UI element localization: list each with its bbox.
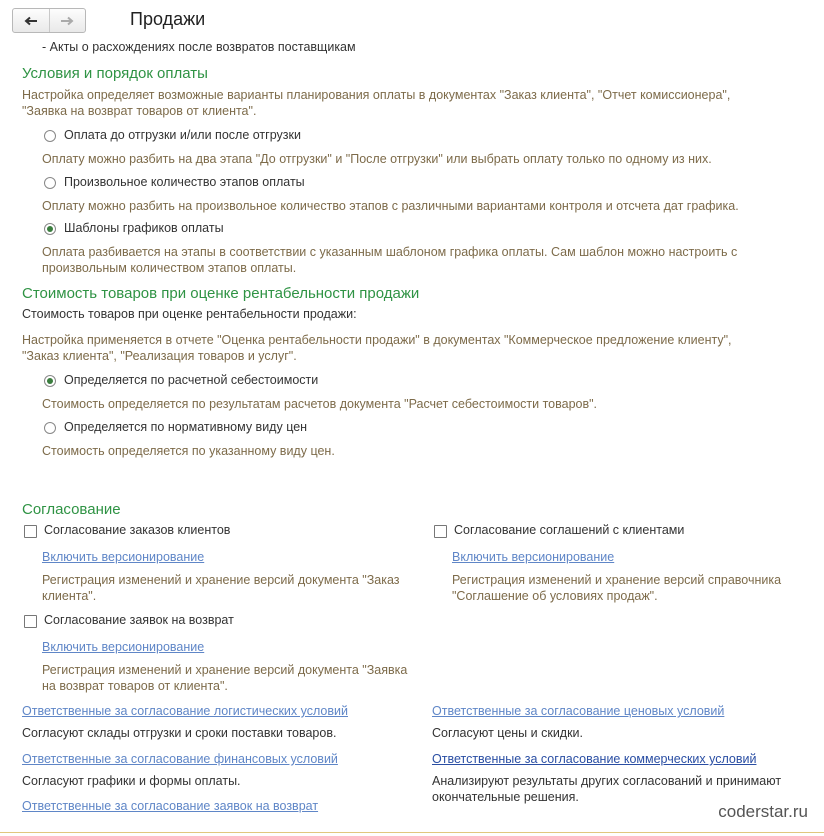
payment-option-2-radio[interactable] [44,177,56,189]
responsible-logistics-desc: Согласуют склады отгрузки и сроки поставки товаров. [22,726,337,740]
top-note: - Акты о расхождениях после возвратов поставщикам [42,40,356,54]
cost-option-2-label[interactable]: Определяется по нормативному виду цен [64,420,308,434]
approval-section-title: Согласование [22,501,121,518]
payment-option-1-radio[interactable] [44,130,56,142]
payment-option-3-radio[interactable] [44,223,56,235]
cost-option-2-desc: Стоимость определяется по указанному виду цен. [42,444,335,458]
payment-section-title: Условия и порядок оплаты [22,65,208,82]
cost-option-1-radio[interactable] [44,375,56,387]
approval-returns-checkbox[interactable] [24,615,37,628]
payment-option-2-label[interactable]: Произвольное количество этапов оплаты [64,175,305,189]
cost-desc-line1: Настройка применяется в отчете "Оценка рентабельности продажи" в документах "Коммерческое предложение клиенту", [22,333,732,347]
payment-option-3-label[interactable]: Шаблоны графиков оплаты [64,221,224,235]
payment-option-3-desc-line2: произвольным количеством этапов оплаты. [42,261,297,275]
radio-selected-dot [47,378,53,384]
responsible-returns-link[interactable]: Ответственные за согласование заявок на возврат [22,799,319,813]
approval-returns-desc-line2: на возврат товаров от клиента". [42,679,228,693]
arrow-left-icon [24,16,38,26]
arrow-right-icon [60,16,74,26]
cost-option-1-label[interactable]: Определяется по расчетной себестоимости [64,373,319,387]
approval-agreements-desc-line1: Регистрация изменений и хранение версий справочника [452,573,782,587]
approval-returns-desc-line1: Регистрация изменений и хранение версий документа "Заявка [42,663,408,677]
approval-orders-desc-line1: Регистрация изменений и хранение версий документа "Заказ [42,573,400,587]
responsible-commercial-link[interactable]: Ответственные за согласование коммерческих условий [432,752,757,766]
responsible-commercial-desc-line1: Анализируют результаты других согласований и принимают [432,774,782,788]
cost-subtitle: Стоимость товаров при оценке рентабельности продажи: [22,307,357,321]
watermark: coderstar.ru [718,802,808,821]
responsible-pricing-link[interactable]: Ответственные за согласование ценовых условий [432,704,725,718]
cost-desc-line2: "Заказ клиента", "Реализация товаров и услуг". [22,349,297,363]
payment-desc-line2: "Заявка на возврат товаров от клиента". [22,104,257,118]
forward-button[interactable] [49,9,86,32]
payment-option-1-desc: Оплату можно разбить на два этапа "До отгрузки" и "После отгрузки" или выбрать оплату только по одному из них. [42,152,712,166]
page-title: Продажи [130,9,206,29]
radio-selected-dot [47,226,53,232]
responsible-finance-desc: Согласуют графики и формы оплаты. [22,774,241,788]
approval-agreements-desc-line2: "Соглашение об условиях продаж". [452,589,658,603]
payment-option-2-desc: Оплату можно разбить на произвольное количество этапов с различными вариантами контроля и отсчета дат графика. [42,199,739,213]
approval-agreements-label[interactable]: Согласование соглашений с клиентами [454,523,685,537]
approval-returns-label[interactable]: Согласование заявок на возврат [44,613,234,627]
approval-orders-checkbox[interactable] [24,525,37,538]
bottom-divider [0,832,824,833]
approval-agreements-versioning-link[interactable]: Включить версионирование [452,550,615,564]
nav-buttons [12,8,86,33]
payment-option-3-desc-line1: Оплата разбивается на этапы в соответствии с указанным шаблоном графика оплаты. Сам шаблон можно настроить с [42,245,738,259]
cost-section-title: Стоимость товаров при оценке рентабельности продажи [22,285,420,302]
responsible-commercial-desc-line2: окончательные решения. [432,790,579,804]
responsible-finance-link[interactable]: Ответственные за согласование финансовых условий [22,752,338,766]
approval-orders-label[interactable]: Согласование заказов клиентов [44,523,231,537]
responsible-logistics-link[interactable]: Ответственные за согласование логистических условий [22,704,348,718]
approval-agreements-checkbox[interactable] [434,525,447,538]
back-button[interactable] [13,9,49,32]
cost-option-2-radio[interactable] [44,422,56,434]
approval-returns-versioning-link[interactable]: Включить версионирование [42,640,205,654]
responsible-pricing-desc: Согласуют цены и скидки. [432,726,584,740]
cost-option-1-desc: Стоимость определяется по результатам расчетов документа "Расчет себестоимости товаров". [42,397,598,411]
approval-orders-versioning-link[interactable]: Включить версионирование [42,550,205,564]
payment-option-1-label[interactable]: Оплата до отгрузки и/или после отгрузки [64,128,301,142]
approval-orders-desc-line2: клиента". [42,589,97,603]
payment-desc-line1: Настройка определяет возможные варианты планирования оплаты в документах "Заказ клиента", "Отчет комиссионера", [22,88,731,102]
